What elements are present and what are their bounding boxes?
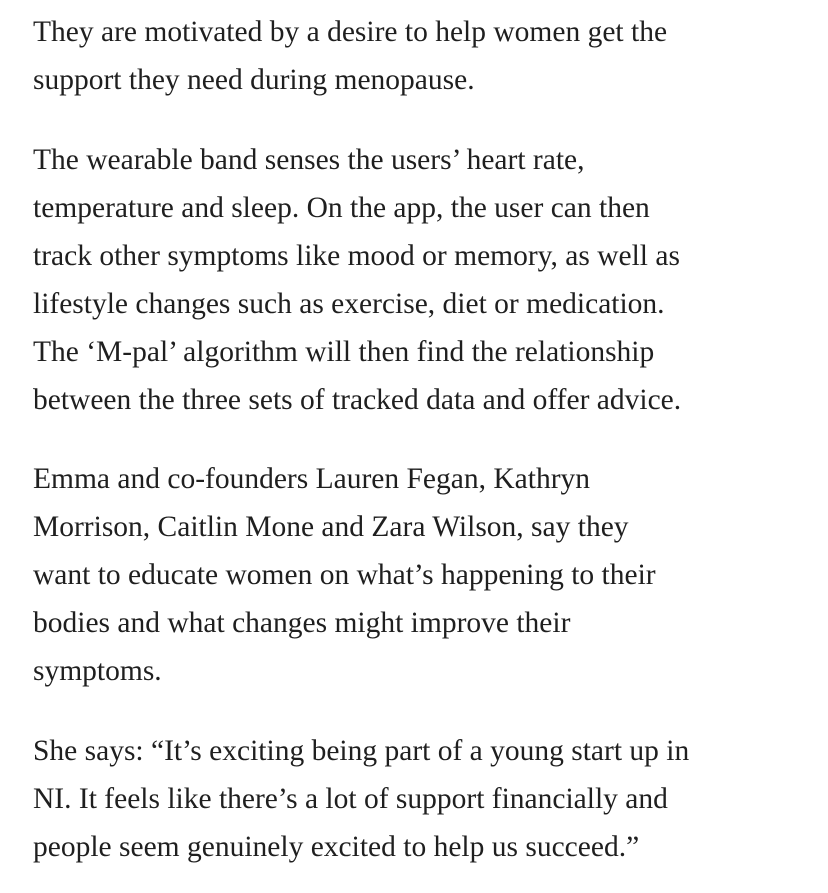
paragraph-motivation [33,8,667,104]
paragraph-line: want to educate women on what’s happening to their [33,559,656,591]
paragraph-line: symptoms. [33,655,162,687]
paragraph-line: Emma and co-founders Lauren Fegan, Kathryn [33,463,591,495]
paragraph-line: track other symptoms like mood or memory, as well as [33,240,680,272]
paragraph-line: They are motivated by a desire to help women get the [33,16,668,48]
paragraph-line: temperature and sleep. On the app, the user can then [33,192,650,224]
paragraph-line: The wearable band senses the users’ heart rate, [33,144,585,176]
paragraph-line: NI. It feels like there’s a lot of support financially and [33,783,668,815]
paragraph-wearable-band [33,136,681,424]
paragraph-line: lifestyle changes such as exercise, diet or medication. [33,288,665,320]
paragraph-line: She says: “It’s exciting being part of a young start up in [33,735,690,767]
paragraph-cofounders [33,455,656,695]
paragraph-line: between the three sets of tracked data and offer advice. [33,384,682,416]
paragraph-line: support they need during menopause. [33,64,475,96]
paragraph-line: Morrison, Caitlin Mone and Zara Wilson, say they [33,511,629,543]
paragraph-quote [33,727,689,871]
paragraph-line: The ‘M-pal’ algorithm will then find the relationship [33,336,655,368]
paragraph-line: people seem genuinely excited to help us succeed.” [33,831,640,863]
paragraph-line: bodies and what changes might improve their [33,607,571,639]
